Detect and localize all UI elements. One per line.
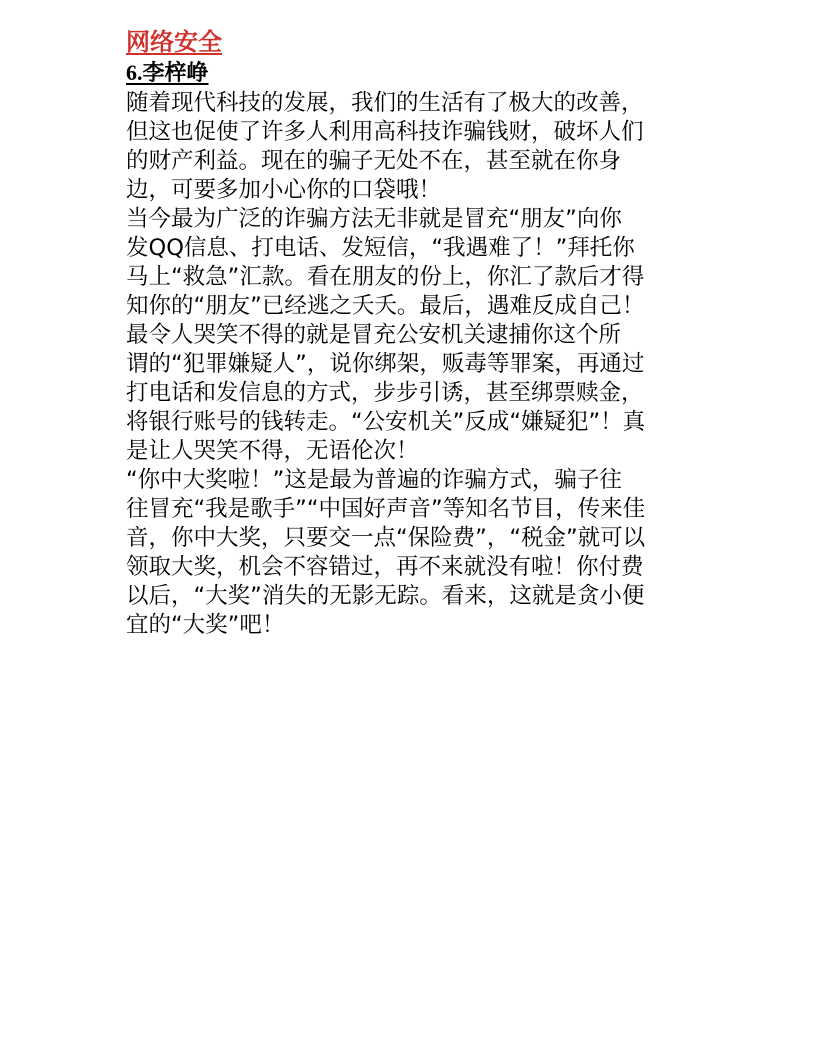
text-line: 随着现代科技的发展，我们的生活有了极大的改善， (126, 90, 644, 116)
text-line: 打电话和发信息的方式，步步引诱，甚至绑票赎金， (126, 380, 644, 406)
paragraph-prize-scam (126, 466, 704, 640)
paragraph-friend-scam (126, 205, 704, 321)
text-line: 当今最为广泛的诈骗方法无非就是冒充“朋友”向你 (126, 206, 622, 232)
text-line: 知你的“朋友”已经逃之夭夭。最后，遇难反成自己！ (126, 293, 645, 319)
text-line: 以后，“大奖”消失的无影无踪。看来，这就是贪小便 (126, 583, 645, 609)
text-line: 领取大奖，机会不容错过，再不来就没有啦！你付费 (126, 554, 644, 580)
author-number: 6. (126, 60, 143, 85)
text-line: 音，你中大奖，只要交一点“保险费”，“税金”就可以 (126, 525, 646, 551)
text-line: 最令人哭笑不得的就是冒充公安机关逮捕你这个所 (126, 322, 622, 348)
paragraph-intro (126, 89, 704, 205)
text-line: “你中大奖啦！”这是最为普遍的诈骗方式，骗子往 (126, 467, 622, 493)
text-line: 往冒充“我是歌手”“中国好声音”等知名节目，传来佳 (126, 496, 646, 522)
text-line: 边，可要多加小心你的口袋哦！ (126, 177, 442, 203)
document-content (126, 27, 704, 640)
text-line: 的财产利益。现在的骗子无处不在，甚至就在你身 (126, 148, 622, 174)
text-line: 是让人哭笑不得，无语伦次！ (126, 438, 419, 464)
author-line (126, 58, 704, 89)
paragraph-police-scam (126, 321, 704, 466)
text-line: 马上“救急”汇款。看在朋友的份上，你汇了款后才得 (126, 264, 645, 290)
author-name: 李梓峥 (142, 61, 209, 86)
text-line: 宜的“大奖”吧！ (126, 612, 285, 638)
text-line: 但这也促使了许多人利用高科技诈骗钱财，破坏人们 (126, 119, 644, 145)
text-line: 发QQ信息、打电话、发短信，“我遇难了！”拜托你 (126, 235, 635, 261)
text-line: 将银行账号的钱转走。“公安机关”反成“嫌疑犯”！真 (126, 409, 646, 435)
document-title: 网络安全 (126, 28, 222, 56)
text-line: 谓的“犯罪嫌疑人”，说你绑架，贩毒等罪案，再通过 (126, 351, 645, 377)
